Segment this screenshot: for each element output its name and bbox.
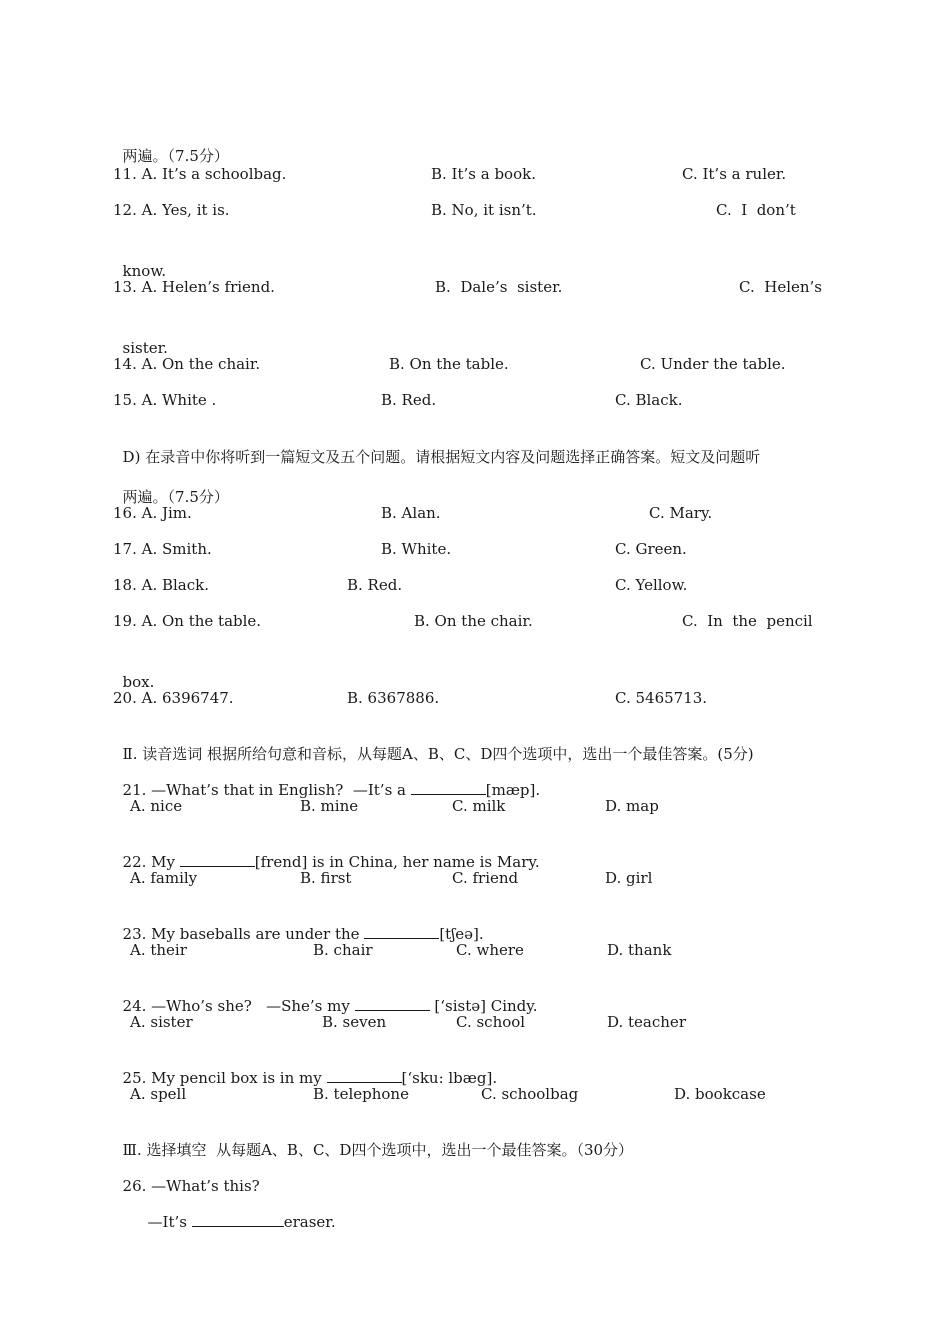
- wrap-text: know.: [122, 262, 167, 280]
- question-19-wrap: [113, 652, 154, 692]
- option-c: C. In the pencil: [682, 612, 813, 630]
- answer-blank[interactable]: [355, 996, 430, 1011]
- option-a: A. sister: [130, 1013, 193, 1031]
- option-b: B. seven: [322, 1013, 387, 1031]
- option-c: C. school: [456, 1013, 526, 1031]
- answer-blank[interactable]: [192, 1212, 284, 1227]
- option-c: C. I don’t: [716, 201, 796, 219]
- question-19: [113, 611, 843, 691]
- heading-text: Ⅱ. 读音选词 根据所给句意和音标，从每题A、B、C、D四个选项中，选出一个最佳答案。(5分): [122, 745, 754, 763]
- question-12: [113, 200, 843, 280]
- phonetic-text: [frend] is in China, her name is Mary.: [254, 853, 540, 871]
- option-a: 13. A. Helen’s friend.: [113, 278, 275, 296]
- answer-blank[interactable]: [411, 780, 486, 795]
- question-12-wrap: [113, 241, 166, 281]
- option-c: C. Green.: [615, 540, 687, 558]
- section-d-instruction: [113, 427, 760, 467]
- option-b: B. On the table.: [389, 355, 509, 373]
- option-b: B. It’s a book.: [431, 165, 536, 183]
- wrap-text: sister.: [122, 339, 168, 357]
- option-a: A. family: [130, 869, 198, 887]
- option-d: D. map: [605, 797, 659, 815]
- option-a: 18. A. Black.: [113, 576, 210, 594]
- option-c: C. milk: [452, 797, 506, 815]
- option-c: C. Yellow.: [615, 576, 688, 594]
- option-b: B. telephone: [313, 1085, 409, 1103]
- option-b: B. Dale’s sister.: [435, 278, 563, 296]
- question-24: [113, 976, 538, 1016]
- option-a: 15. A. White .: [113, 391, 217, 409]
- option-a: 11. A. It’s a schoolbag.: [113, 165, 287, 183]
- answer-blank[interactable]: [180, 852, 255, 867]
- section-d-instruction-wrap: [113, 467, 229, 507]
- option-a: A. nice: [130, 797, 183, 815]
- option-b: B. 6367886.: [347, 689, 440, 707]
- question-13: [113, 277, 843, 357]
- question-text: 26. —What’s this?: [122, 1177, 260, 1195]
- phonetic-text: [tʃeə].: [439, 925, 484, 943]
- instruction-text: 两遍。（7.5分）: [122, 488, 229, 506]
- question-21: [113, 760, 540, 800]
- option-c: C. schoolbag: [481, 1085, 579, 1103]
- option-b: B. chair: [313, 941, 373, 959]
- option-c: C. Mary.: [649, 504, 713, 522]
- option-a: 20. A. 6396747.: [113, 689, 234, 707]
- instruction-text: D) 在录音中你将听到一篇短文及五个问题。请根据短文内容及问题选择正确答案。短文及问题听: [122, 448, 761, 466]
- option-a: 14. A. On the chair.: [113, 355, 261, 373]
- answer-blank[interactable]: [327, 1068, 402, 1083]
- option-a: 17. A. Smith.: [113, 540, 212, 558]
- option-a: 12. A. Yes, it is.: [113, 201, 230, 219]
- question-23: [113, 904, 484, 944]
- answer-suffix: eraser.: [283, 1213, 336, 1231]
- option-c: C. friend: [452, 869, 519, 887]
- option-c: C. 5465713.: [615, 689, 708, 707]
- option-a: A. their: [130, 941, 187, 959]
- question-25: [113, 1048, 497, 1088]
- question-text: 21. —What’s that in English? —It’s a: [122, 781, 411, 799]
- option-b: B. mine: [300, 797, 359, 815]
- option-b: B. Alan.: [381, 504, 441, 522]
- option-b: B. No, it isn’t.: [431, 201, 537, 219]
- option-d: D. bookcase: [674, 1085, 766, 1103]
- option-c: C. Under the table.: [640, 355, 786, 373]
- answer-prefix: —It’s: [147, 1213, 192, 1231]
- question-text: 24. —Who’s she? —She’s my: [122, 997, 355, 1015]
- option-c: C. where: [456, 941, 524, 959]
- option-d: D. thank: [607, 941, 672, 959]
- section-c-instruction-tail: [113, 126, 229, 166]
- heading-text: Ⅲ. 选择填空 从每题A、B、C、D四个选项中，选出一个最佳答案。（30分）: [122, 1141, 634, 1159]
- phonetic-text: [‘sku: lbæg].: [401, 1069, 498, 1087]
- question-26-answer-line: [138, 1192, 336, 1232]
- phonetic-text: [mæp].: [485, 781, 541, 799]
- option-b: B. Red.: [347, 576, 403, 594]
- question-13-wrap: [113, 318, 168, 358]
- instruction-text: 两遍。（7.5分）: [122, 147, 229, 165]
- option-a: 19. A. On the table.: [113, 612, 262, 630]
- option-a: A. spell: [130, 1085, 187, 1103]
- option-b: B. White.: [381, 540, 452, 558]
- section-3-heading: [113, 1120, 633, 1160]
- option-b: B. Red.: [381, 391, 437, 409]
- option-b: B. first: [300, 869, 352, 887]
- phonetic-text: [‘sistə] Cindy.: [429, 997, 538, 1015]
- wrap-text: box.: [122, 673, 155, 691]
- question-text: 23. My baseballs are under the: [122, 925, 365, 943]
- option-c: C. Helen’s: [739, 278, 823, 296]
- option-c: C. Black.: [615, 391, 683, 409]
- question-26: [113, 1156, 260, 1196]
- question-text: 25. My pencil box is in my: [122, 1069, 327, 1087]
- option-d: D. teacher: [607, 1013, 686, 1031]
- question-22: [113, 832, 540, 872]
- answer-blank[interactable]: [364, 924, 439, 939]
- option-b: B. On the chair.: [414, 612, 533, 630]
- option-d: D. girl: [605, 869, 653, 887]
- section-2-heading: [113, 724, 754, 764]
- option-a: 16. A. Jim.: [113, 504, 192, 522]
- option-c: C. It’s a ruler.: [682, 165, 787, 183]
- question-text: 22. My: [122, 853, 180, 871]
